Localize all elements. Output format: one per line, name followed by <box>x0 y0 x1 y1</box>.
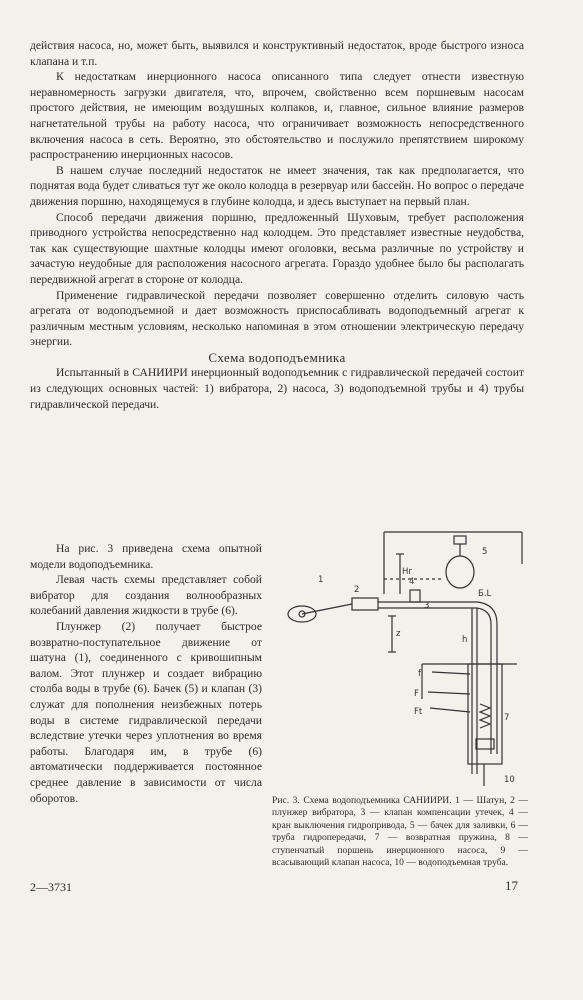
label-Ft: Ft <box>414 707 423 717</box>
label-2: 2 <box>354 585 360 595</box>
section-title: Схема водоподъемника <box>208 349 346 365</box>
paragraph: Применение гидравлической передачи позволяет совершенно отделить силовую часть агрегата от водоподъемной и дает возможность приспосабливать водоподъемный агрегат к различным местным условиям, несколько напоминая в этом отношении электрическую передачу энергии. <box>30 288 524 349</box>
paragraph: Левая часть схемы представляет собой вибратор для создания волнообразных колебаний давления жидкости в трубе (6). <box>30 573 262 618</box>
label-bl: Б.L <box>478 589 492 599</box>
label-h: h <box>462 635 468 645</box>
left-column-text <box>30 541 262 806</box>
label-10: 10 <box>504 775 515 785</box>
printer-signature: 2—3731 <box>30 880 72 894</box>
label-F: F <box>414 689 419 699</box>
page-number: 17 <box>505 878 518 893</box>
label-hr: Hr <box>402 567 412 577</box>
label-1: 1 <box>318 575 324 585</box>
main-text <box>30 38 524 412</box>
paragraph: Способ передачи движения поршню, предложенный Шуховым, требует расположения приводного устройства непосредственно над колодцем. Это представляет известные неудобства, так как существующие шахтные колодцы имеют оголовки, весьма различные по устройству и зачастую неудобные для расположения насосного агрегата. Гораздо удобнее было бы располагать передвижной агрегат в стороне от колодца. <box>30 210 524 286</box>
label-z: z <box>396 629 401 639</box>
label-7: 7 <box>504 713 510 723</box>
figure-caption: Рис. 3. Схема водоподъемника САНИИРИ. 1 — Шатун, 2 — плунжер вибратора, 3 — клапан компенсации утечек, 4 — кран выключения гидропривода, 5 — бачек для заливки, 6 — труба гидропередачи, 7 — возвратная пружина, 8 — ступенчатый поршень инерционного насоса, 9 — всасывающий клапан насоса, 10 — водоподъемная труба. <box>272 795 528 869</box>
paragraph: На рис. 3 приведена схема опытной модели водоподъемника. <box>30 542 262 571</box>
paragraph: К недостаткам инерционного насоса описанного типа следует отнести известную неравномерность загрузки двигателя, что, впрочем, свойственно всем поршневым насосам простого действия, не имеющим воздушных колпаков, и, главное, сильное влияние размеров нагнетательной трубы на работу насоса, что ограничивает возможность непосредственного включения насоса в сеть. Вероятно, это обстоятельство и послужило препятствием широкому распространению инерционных насосов. <box>30 70 524 162</box>
paragraph: Плунжер (2) получает быстрое возвратно-поступательное движение от шатуна (1), соединенного с кривошипным валом. Этот плунжер и создает вибрацию столба воды в трубе (6). Бачек (5) и клапан (3) служат для пополнения неизбежных потерь воды в системе гидравлической передачи вследствие утечки через уплотнения во время работы. Благодаря им, в трубе (6) автоматически поддерживается постоянное среднее давление в зависимости от числа оборотов. <box>30 619 262 805</box>
label-3: 3 <box>424 601 430 611</box>
label-5: 5 <box>482 547 488 557</box>
label-f: f <box>418 669 421 679</box>
paragraph: В нашем случае последний недостаток не имеет значения, так как предполагается, что поднятая вода будет сливаться тут же около колодца в резервуар или бассейн. Но вопрос о передаче движения поршню, находящемуся в глубине колодца, и здесь выступает на первый план. <box>30 163 524 208</box>
label-4: 4 <box>409 577 415 587</box>
paragraph: действия насоса, но, может быть, выявился и конструктивный недостаток, вроде быстрого износа клапана и т.п. <box>30 39 524 68</box>
paragraph: Испытанный в САНИИРИ инерционный водоподъемник с гидравлической передачей состоит из следующих основных частей: 1) вибратора, 2) насоса, 3) водоподъемной трубы и 4) трубы гидравлической передачи. <box>30 366 524 411</box>
pump-schematic-figure <box>272 524 528 790</box>
